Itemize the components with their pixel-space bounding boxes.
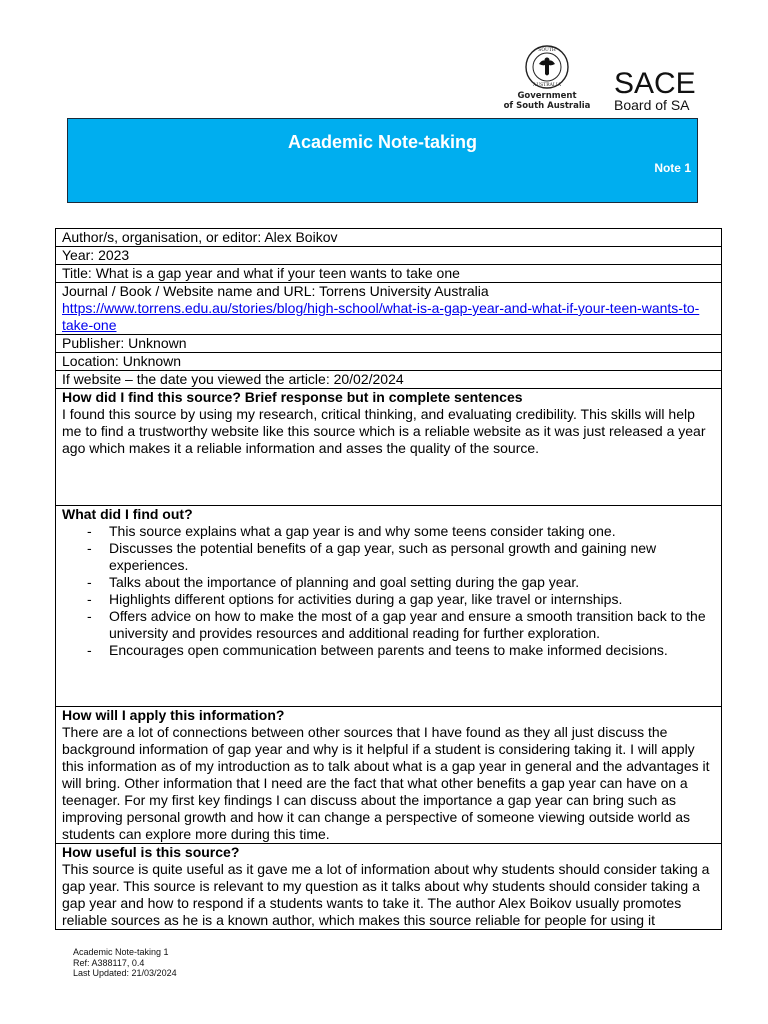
what-found-section [56,505,721,706]
date-viewed-row: If website – the date you viewed the article: 20/02/2024 [56,370,721,388]
sace-logo-main: SACE [614,67,696,100]
list-item: - Discusses the potential benefits of a gap year, such as personal growth and gaining new experiences. [87,540,715,574]
how-found-question: How did I find this source? Brief response but in complete sentences [62,389,523,405]
government-of-south-australia-logo [497,44,597,110]
note-number: Note 1 [654,161,691,175]
how-useful-section [56,843,721,929]
title-row: Title: What is a gap year and what if your teen wants to take one [56,264,721,282]
author-row: Author/s, organisation, or editor: Alex Boikov [62,229,338,245]
how-useful-question: How useful is this source? [62,844,240,860]
how-found-section [56,388,721,505]
list-item: - Highlights different options for activities during a gap year, like travel or internships. [87,591,715,608]
sace-board-logo [614,67,696,113]
how-apply-section [56,706,721,843]
source-url-link[interactable]: https://www.torrens.edu.au/stories/blog/high-school/what-is-a-gap-year-and-what-if-your-teen-wants-to-take-one [62,300,700,333]
note-table [55,228,722,930]
page-title: Academic Note-taking [287,132,478,152]
header-logos [497,44,707,114]
state-crest-icon [523,44,571,90]
footer-ref: Ref: A388117, 0.4 [73,957,145,968]
sace-logo-sub: Board of SA [614,97,690,113]
how-found-answer: I found this source by using my research, critical thinking, and evaluating credibility. This skills will help me to find a trustworthy website like this source which is a reliable website as it was just released a year ago which makes it a reliable information and asses the quality of the source. [62,406,706,456]
page-footer [73,947,177,979]
title-banner [67,118,698,203]
year-row: Year: 2023 [56,246,721,264]
footer-last-updated: Last Updated: 21/03/2024 [73,968,177,978]
what-found-question: What did I find out? [62,506,193,522]
how-apply-answer: There are a lot of connections between other sources that I have found as they all just discuss the background information of gap year and why is it helpful if a student is considering taking it. I will apply this information as of my introduction as to talk about what is a gap year in general and the advantages it will bring. Other information that I need are the fact that what other benefits a gap year can have on a teenager. For my first key findings I can discuss about the importance a gap year can bring such as improving personal growth and how it can change a perspective of someone viewing outside world as students can explore more during this time. [62,724,710,842]
journal-url-row [56,282,721,334]
journal-label: Journal / Book / Website name and URL: Torrens University Australia [62,283,489,299]
svg-text:AUSTRALIA: AUSTRALIA [533,83,561,88]
how-useful-answer: This source is quite useful as it gave me a lot of information about why students should consider taking a gap year. This source is relevant to my question as it talks about why students should consider taking a gap year and how to respond if a students wants to take it. The author Alex Boikov usually promotes reliable sources as he is a known author, which makes this source reliable for people for using it [62,861,710,928]
findings-list [62,523,715,659]
publisher-row: Publisher: Unknown [56,334,721,352]
list-item: - This source explains what a gap year is and why some teens consider taking one. [87,523,715,540]
svg-text:SOUTH: SOUTH [538,48,556,53]
list-item: - Offers advice on how to make the most of a gap year and ensure a smooth transition back to the university and provides resources and additional reading for further exploration. [87,608,715,642]
government-logo-text: Government of South Australia [503,91,591,111]
location-row: Location: Unknown [56,352,721,370]
list-item: - Talks about the importance of planning and goal setting during the gap year. [87,574,715,591]
list-item: - Encourages open communication between parents and teens to make informed decisions. [87,642,715,659]
how-apply-question: How will I apply this information? [62,707,285,723]
footer-doc-name: Academic Note-taking 1 [73,947,169,957]
